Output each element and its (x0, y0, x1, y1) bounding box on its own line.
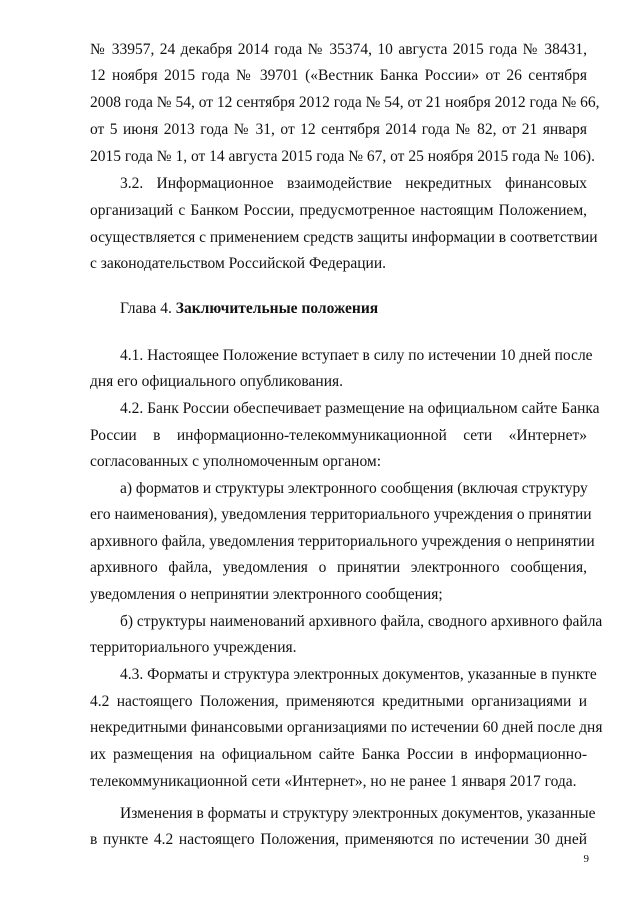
text-line: организаций с Банком России, предусмотренное настоящим Положением, (90, 202, 587, 219)
text-line: 12 ноября 2015 года № 39701 («Вестник Банка России» от 26 сентября (90, 67, 587, 84)
paragraph-changes-line: Изменения в форматы и структуру электронных документов, указанные (120, 805, 596, 822)
text-line: территориального учреждения. (90, 639, 297, 656)
text-line: архивного файла, уведомления о принятии электронного сообщения, (90, 559, 587, 576)
text-line: 2008 года № 54, от 12 сентября 2012 года № 54, от 21 ноября 2012 года № 66, (90, 94, 600, 111)
text-line: согласованных с уполномоченным органом: (90, 453, 382, 470)
paragraph-4-3-line: 4.3. Форматы и структура электронных документов, указанные в пункте (120, 666, 597, 683)
paragraph-3-2-line: 3.2. Информационное взаимодействие некредитных финансовых (120, 175, 587, 192)
text-line: 4.2 настоящего Положения, применяются кредитными организациями и (90, 693, 587, 710)
text-line: дня его официального опубликования. (90, 373, 344, 390)
text-line: № 33957, 24 декабря 2014 года № 35374, 10 августа 2015 года № 38431, (90, 41, 587, 58)
item-a-line: а) форматов и структуры электронного сообщения (включая структуру (120, 480, 588, 497)
text-line: осуществляется с применением средств защиты информации в соответствии (90, 229, 598, 246)
page-number: 9 (583, 853, 589, 865)
text-line: уведомления о непринятии электронного сообщения; (90, 586, 443, 603)
text-line: их размещения на официальном сайте Банка России в информационно- (90, 746, 587, 763)
chapter-heading (120, 299, 587, 319)
chapter-title: Заключительные положения (175, 300, 379, 317)
item-b-line: б) структуры наименований архивного файла, сводного архивного файла (120, 613, 603, 630)
text-line: 2015 года № 1, от 14 августа 2015 года № 67, от 25 ноября 2015 года № 106). (90, 148, 595, 165)
paragraph-4-1-line: 4.1. Настоящее Положение вступает в силу по истечении 10 дней после (120, 347, 593, 364)
text-line: некредитными финансовыми организациями по истечении 60 дней после дня (90, 719, 603, 736)
text-line: в пункте 4.2 настоящего Положения, применяются по истечении 30 дней (90, 831, 587, 848)
text-line: от 5 июня 2013 года № 31, от 12 сентября 2014 года № 82, от 21 января (90, 121, 587, 138)
text-line: его наименования), уведомления территориального учреждения о принятии (90, 506, 592, 523)
chapter-label: Глава 4. (120, 300, 172, 317)
text-line: России в информационно-телекоммуникационной сети «Интернет» (90, 427, 587, 444)
text-line: архивного файла, уведомления территориального учреждения о непринятии (90, 533, 595, 550)
paragraph-4-2-line: 4.2. Банк России обеспечивает размещение на официальном сайте Банка (120, 400, 600, 417)
text-line: с законодательством Российской Федерации. (90, 255, 387, 272)
text-line: телекоммуникационной сети «Интернет», но не ранее 1 января 2017 года. (90, 773, 577, 790)
